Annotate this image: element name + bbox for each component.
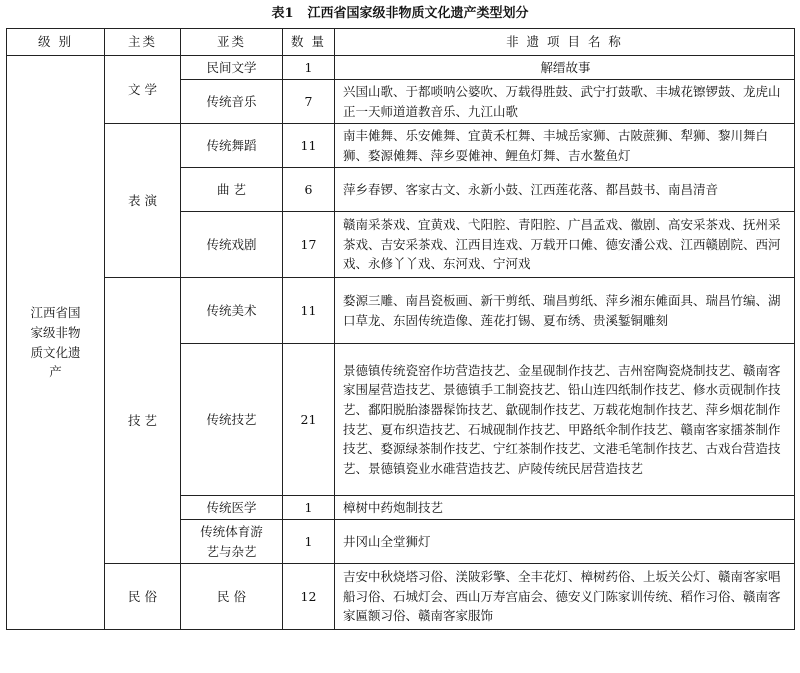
items-cell: 吉安中秋烧塔习俗、渼陂彩擎、全丰花灯、樟树药俗、上坂关公灯、赣南客家唱船习俗、石城灯会、西山万寿宫庙会、德安义门陈家训传统、稻作习俗、赣南客家匾额习俗、赣南客家服饰 <box>335 564 795 630</box>
subcategory-cell: 传统医学 <box>181 496 283 520</box>
table-row <box>7 278 795 344</box>
subcategory-label: 传统体育游艺与杂艺 <box>200 523 263 559</box>
level-label: 江西省国家级非物质文化遗产 <box>30 305 81 380</box>
header-main-category: 主类 <box>105 29 181 56</box>
count-cell: 1 <box>283 56 335 80</box>
count-cell: 12 <box>283 564 335 630</box>
subcategory-cell: 传统技艺 <box>181 344 283 496</box>
count-cell: 6 <box>283 168 335 212</box>
table-row <box>7 564 795 630</box>
count-cell: 21 <box>283 344 335 496</box>
header-items: 非 遗 项 目 名 称 <box>335 29 795 56</box>
subcategory-cell: 民 俗 <box>181 564 283 630</box>
main-category-literature: 文 学 <box>105 56 181 124</box>
count-cell: 1 <box>283 496 335 520</box>
subcategory-cell: 传统戏剧 <box>181 212 283 278</box>
subcategory-cell: 曲 艺 <box>181 168 283 212</box>
items-cell: 解缙故事 <box>335 56 795 80</box>
items-cell: 井冈山全堂狮灯 <box>335 520 795 564</box>
subcategory-cell <box>181 520 283 564</box>
main-category-folk: 民 俗 <box>105 564 181 630</box>
table-row <box>7 124 795 168</box>
table-row <box>7 56 795 80</box>
level-cell <box>7 56 105 630</box>
count-cell: 11 <box>283 278 335 344</box>
main-category-craft: 技 艺 <box>105 278 181 564</box>
count-cell: 17 <box>283 212 335 278</box>
table-caption <box>0 4 800 24</box>
subcategory-cell: 传统舞蹈 <box>181 124 283 168</box>
header-count: 数 量 <box>283 29 335 56</box>
items-cell: 景德镇传统瓷窑作坊营造技艺、金星砚制作技艺、吉州窑陶瓷烧制技艺、赣南客家围屋营造技艺、景德镇手工制瓷技艺、铅山连四纸制作技艺、修水贡砚制作技艺、鄱阳脱胎漆器髹饰技艺、歙砚制作技艺、万载花炮制作技艺、萍乡烟花制作技艺、夏布织造技艺、石城砚制作技艺、甲路纸伞制作技艺、赣南客家擂茶制作技艺、婺源绿茶制作技艺、宁红茶制作技艺、文港毛笔制作技艺、古戏台营造技艺、景德镇瓷业水碓营造技艺、庐陵传统民居营造技艺 <box>335 344 795 496</box>
count-cell: 7 <box>283 80 335 124</box>
table-title: 江西省国家级非物质文化遗产类型划分 <box>307 6 529 21</box>
items-cell: 婺源三雕、南昌瓷板画、新干剪纸、瑞昌剪纸、萍乡湘东傩面具、瑞昌竹编、湖口草龙、东固传统造像、莲花打锡、夏布绣、贵溪錾铜雕刻 <box>335 278 795 344</box>
header-level: 级 别 <box>7 29 105 56</box>
count-cell: 1 <box>283 520 335 564</box>
subcategory-cell: 民间文学 <box>181 56 283 80</box>
subcategory-cell: 传统美术 <box>181 278 283 344</box>
main-category-performance: 表 演 <box>105 124 181 278</box>
items-cell: 萍乡春锣、客家古文、永新小鼓、江西莲花落、都昌鼓书、南昌清音 <box>335 168 795 212</box>
heritage-table <box>6 28 795 630</box>
table-number: 表1 <box>271 6 294 21</box>
header-row <box>7 29 795 56</box>
header-subcategory: 亚类 <box>181 29 283 56</box>
subcategory-cell: 传统音乐 <box>181 80 283 124</box>
items-cell: 赣南采茶戏、宜黄戏、弋阳腔、青阳腔、广昌孟戏、徽剧、高安采茶戏、抚州采茶戏、吉安采茶戏、江西目连戏、万载开口傩、德安潘公戏、江西赣剧院、西河戏、永修丫丫戏、东河戏、宁河戏 <box>335 212 795 278</box>
items-cell: 樟树中药炮制技艺 <box>335 496 795 520</box>
items-cell: 兴国山歌、于都唢呐公婆吹、万载得胜鼓、武宁打鼓歌、丰城花镲锣鼓、龙虎山正一天师道道教音乐、九江山歌 <box>335 80 795 124</box>
items-cell: 南丰傩舞、乐安傩舞、宜黄禾杠舞、丰城岳家狮、古陂蔗狮、犁狮、黎川舞白狮、婺源傩舞、萍乡耍傩神、鲤鱼灯舞、吉水鳌鱼灯 <box>335 124 795 168</box>
count-cell: 11 <box>283 124 335 168</box>
